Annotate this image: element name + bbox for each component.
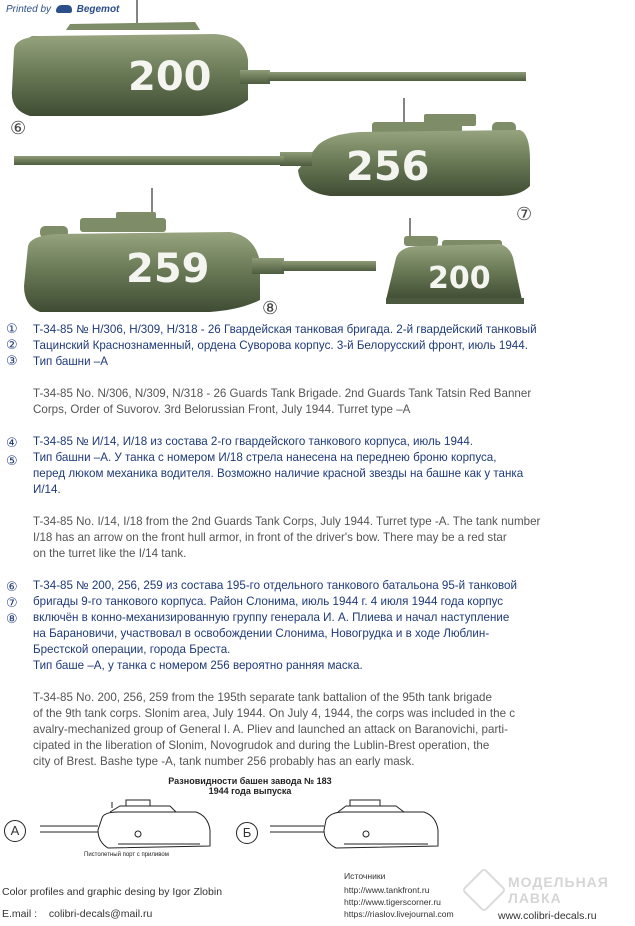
watermark-logo [468, 872, 618, 906]
source-link[interactable]: https://riaslov.livejournal.com [344, 909, 454, 919]
block3-ru-line: Брестской операции, города Бреста. [33, 643, 231, 656]
block1-ru [33, 322, 603, 370]
email-row [2, 908, 152, 920]
tank-profile-259 [24, 188, 376, 319]
block1-en-line: T-34-85 No. N/306, N/309, N/318 - 26 Guards Tank Brigade. 2nd Guards Tank Tatsin Red Banner [33, 387, 532, 400]
turret-type-a-drawing [40, 800, 210, 848]
front-number-200: 200 [428, 261, 491, 296]
block2-ru-line: T-34-85 № И/14, И/18 из состава 2-го гвардейского танкового корпуса, июль 1944. [33, 435, 474, 448]
block2-en-line: on the turret like the I/14 tank. [33, 547, 187, 560]
sources-title: Источники [344, 871, 386, 881]
profile-label-8: ⑧ [262, 298, 279, 319]
block2-en-line: I/18 has an arrow on the front hull armor, in front of the driver's bow. There may be a red star [33, 531, 507, 544]
block1-markers [6, 322, 18, 370]
block2-markers [6, 436, 18, 470]
block3-ru-line: включён в конно-механизированную группу генерала И. А. Плиева и начал наступление [33, 611, 510, 624]
block2-ru-line: И/14. [33, 483, 61, 496]
source-link[interactable]: http://www.tigerscorner.ru [344, 897, 441, 907]
marker-5: ⑤ [6, 454, 18, 469]
turret-caption: Пистолетный порт с приливом [84, 852, 169, 858]
turret-type-a-label: А [4, 820, 26, 842]
watermark-icon [461, 867, 506, 912]
block3-en-line: avalry-mechanized group of General I. A. Pliev and launched an attack on Baranovichi, parti- [33, 723, 508, 736]
block1-ru-line: Тип башни –А [33, 355, 108, 368]
tank-profile-256 [14, 98, 532, 225]
marker-4: ④ [6, 436, 18, 451]
email-label: E.mail : [2, 908, 38, 920]
source-link[interactable]: http://www.tankfront.ru [344, 885, 430, 895]
block2-ru-line: Тип башни –А. У танка с номером И/18 стрела нанесена на переднею броню корпуса, [33, 451, 497, 464]
turret-type-b-drawing [270, 800, 438, 848]
reference-title-line1: Разновидности башен завода № 183 [168, 776, 332, 786]
block1-ru-line: T-34-85 № Н/306, Н/309, Н/318 - 26 Гвардейская танковая бригада. 2-й гвардейский танковый [33, 323, 537, 336]
marker-6: ⑥ [6, 580, 18, 595]
marker-8: ⑧ [6, 612, 18, 627]
marker-3: ③ [6, 354, 18, 369]
printer-name: Begemot [76, 4, 120, 15]
block3-markers [6, 580, 18, 628]
block3-en-line: of the 9th tank corps. Slonim area, July 1944. On July 4, 1944, the corps was included in the c [33, 707, 516, 720]
marker-1: ① [6, 322, 18, 337]
block3-ru-line: T-34-85 № 200, 256, 259 из состава 195-го отдельного танкового батальона 95-й танковой [33, 579, 517, 592]
block3-en-line: city of Brest. Bashe type -A, tank number 256 probably has an early mask. [33, 755, 415, 768]
block2-ru-line: перед люком механика водителя. Возможно наличие красной звезды на башне как у танка [33, 467, 524, 480]
block1-en [33, 386, 603, 418]
block1-en-line: Corps, Order of Suvorov. 3rd Belorussian Front, July 1944. Turret type –A [33, 403, 411, 416]
reference-title [140, 776, 360, 796]
block3-en [33, 690, 603, 770]
watermark-line2: ЛАВКА [508, 890, 562, 906]
block3-ru-line: Тип баше –А, у танка с номером 256 вероятно ранняя маска. [33, 659, 363, 672]
block3-ru-line: на Барановичи, участвовал в освобождении Слонима, Новогрудка и в ходе Люблин- [33, 627, 490, 640]
website-link[interactable]: www.colibri-decals.ru [498, 910, 597, 922]
block2-en-line: T-34-85 No. I/14, I/18 from the 2nd Guards Tank Corps, July 1944. Turret type -A. The tank number [33, 515, 541, 528]
block2-ru [33, 434, 603, 498]
block3-en-line: T-34-85 No. 200, 256, 259 from the 195th separate tank battalion of the 95th tank brigade [33, 691, 492, 704]
email-link[interactable]: colibri-decals@mail.ru [48, 908, 153, 920]
turret-type-b-label: Б [236, 822, 258, 844]
block2-en [33, 514, 603, 562]
turret-number-259: 259 [126, 246, 210, 292]
profile-label-7: ⑦ [516, 204, 533, 225]
block1-ru-line: Тацинский Краснознаменный, ордена Суворова корпус. 3-й Белорусский фронт, июль 1944. [33, 339, 528, 352]
block3-en-line: cipated in the liberation of Slonim, Novogrudok and during the Lublin-Brest operation, the [33, 739, 490, 752]
turret-number-256: 256 [346, 144, 430, 190]
tank-front-view-200 [386, 218, 524, 304]
marker-2: ② [6, 338, 18, 353]
turret-number-200: 200 [128, 54, 212, 100]
profile-label-6: ⑥ [10, 118, 27, 139]
block3-ru [33, 578, 603, 674]
reference-title-line2: 1944 года выпуска [208, 786, 292, 796]
tank-profiles [0, 0, 635, 320]
marker-7: ⑦ [6, 596, 18, 611]
printed-by-label: Printed by [6, 4, 52, 15]
watermark-line1: МОДЕЛЬНАЯ [508, 874, 609, 890]
credits: Color profiles and graphic desing by Igor Zlobin [2, 886, 223, 898]
block3-ru-line: бригады 9-го танкового корпуса. Район Слонима, июль 1944 г. 4 июля 1944 года корпус [33, 595, 504, 608]
sources [344, 870, 454, 920]
